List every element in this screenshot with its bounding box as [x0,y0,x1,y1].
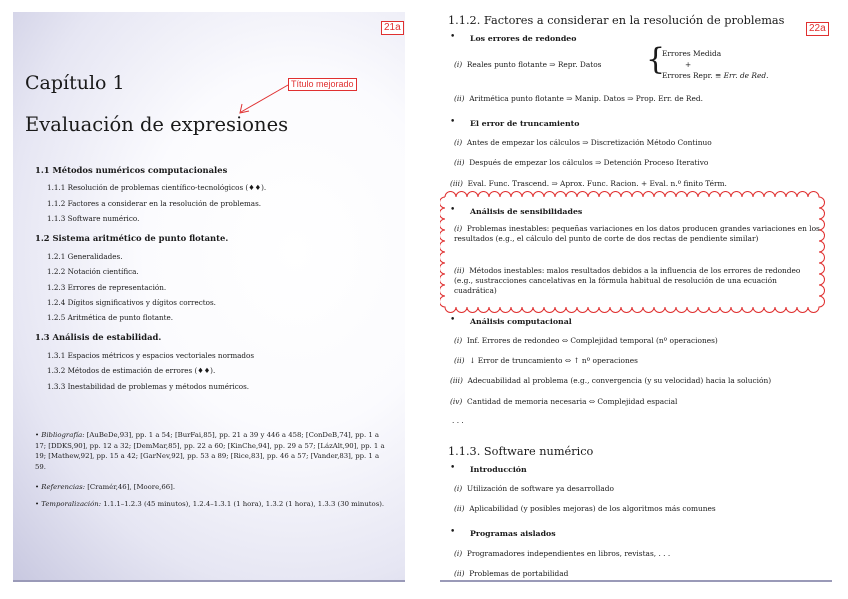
item-text: Después de empezar los cálculos ⇒ Detención Proceso Iterativo [469,158,709,167]
scheduling-bullet [35,499,390,510]
bullet-dot: • [450,315,456,325]
bullet-text: [AuBeDe,93], pp. 1 a 54; [BurFai,85], pp. 21 a 39 y 446 a 458; [ConDeB,74], pp. 1 a 17; [DDKS,90], pp. 12 a 32; [DemMar,85], pp. 22 a 60; [KinChe,94], pp. 29 a 57; [LázAlt,90], pp. 1 a 19; [Mathew,92], pp. 15 a 42; [GarNev,92], pp. 53 a 89; [Rice,83], pp. 46 a 57; [Vander,83], pp. 1 a 59. [35,431,385,471]
subsection-item: 1.1.2 Factores a considerar en la resolución de problemas. [47,199,262,208]
list-item [454,484,614,493]
item-text: Problemas inestables: pequeñas variaciones en los datos producen grandes variaciones en los resultados (e.g., el cálculo del punto de corte de dos rectas de pendiente similar) [454,224,820,243]
bullet-dot: • [450,463,456,473]
bullet-dot: • [35,431,40,439]
brace-symbol: { [646,42,666,77]
list-item [454,94,703,103]
subsection-item: 1.1.3 Software numérico. [47,214,140,223]
section-heading: 1.3 Análisis de estabilidad. [35,332,162,342]
item-text: Aritmética punto flotante ⇒ Manip. Datos ⇒ Prop. Err. de Red. [469,94,703,103]
brace-bottom-text [662,71,768,80]
section-heading: 1.1.3. Software numérico [448,445,594,458]
item-numeral: (iii) [450,179,463,188]
bibliography-bullet [35,430,390,472]
annotation-arrow [233,82,293,118]
section-heading: 1.1 Métodos numéricos computacionales [35,165,228,175]
item-text: Inf. Errores de redondeo ⇔ Complejidad temporal (nº operaciones) [466,336,718,345]
annotation-label: Título mejorado [288,78,357,91]
references-bullet [35,482,390,493]
item-numeral: (i) [454,484,463,493]
topic-heading: Análisis computacional [470,317,572,326]
item-numeral: (iii) [450,376,463,385]
item-text: ↓ Error de truncamiento ⇔ ↑ nº operaciones [469,356,638,365]
subsection-item: 1.2.1 Generalidades. [47,252,123,261]
topic-heading: Los errores de redondeo [470,34,577,43]
topic-heading: Programas aislados [470,529,556,538]
item-numeral: (i) [454,60,463,69]
subsection-item: 1.3.3 Inestabilidad de problemas y métodos numéricos. [47,382,250,391]
item-numeral: (i) [454,138,463,147]
item-text: Problemas de portabilidad [469,569,569,578]
brace-plus: + [685,60,692,69]
chapter-title: Evaluación de expresiones [25,113,289,136]
item-numeral: (ii) [454,569,465,578]
list-item [454,356,638,365]
subsection-item: 1.2.5 Aritmética de punto flotante. [47,313,174,322]
subsection-item: 1.2.2 Notación científica. [47,267,139,276]
chapter-label: Capítulo 1 [25,72,125,94]
list-item [450,397,677,406]
topic-heading: Introducción [470,465,527,474]
item-numeral: (ii) [454,94,465,103]
subsection-item: 1.1.1 Resolución de problemas científico-tecnológicos (♦♦). [47,183,267,192]
ellipsis: · · · [452,418,464,427]
page-number-tag: 21a [381,21,404,35]
item-text: Eval. Func. Trascend. ⇒ Aprox. Func. Racion. + Eval. n.º finito Térm. [467,179,727,188]
list-item [454,336,718,345]
item-numeral: (ii) [454,356,465,365]
brace-bottom-label: Errores Repr. ≡ [662,71,724,80]
item-text: Antes de empezar los cálculos ⇒ Discretización Método Continuo [466,138,712,147]
item-text: Aplicabilidad (y posibles mejoras) de los algoritmos más comunes [469,504,716,513]
page-bottom-rule [440,580,832,582]
subsection-item: 1.3.1 Espacios métricos y espacios vectoriales normados [47,351,255,360]
subsection-item: 1.2.4 Dígitos significativos y dígitos correctos. [47,298,216,307]
list-item [450,376,771,385]
list-item [454,569,568,578]
bullet-text: 1.1.1–1.2.3 (45 minutos), 1.2.4–1.3.1 (1 hora), 1.3.2 (1 hora), 1.3.3 (30 minutos). [103,500,385,508]
bullet-dot: • [35,500,40,508]
item-text: Utilización de software ya desarrollado [466,484,614,493]
topic-heading: Análisis de sensibilidades [470,207,583,216]
subsection-item: 1.2.3 Errores de representación. [47,283,167,292]
list-item [454,158,708,167]
item-numeral: (i) [454,224,463,233]
item-numeral: (i) [454,336,463,345]
item-text: Reales punto flotante ⇒ Repr. Datos [466,60,602,69]
right-page [440,12,832,582]
list-item [454,224,820,244]
item-numeral: (ii) [454,158,465,167]
list-item [454,138,712,147]
bullet-dot: • [35,483,40,491]
subsection-item: 1.3.2 Métodos de estimación de errores (♦♦). [47,366,216,375]
bullet-text: [Cramér,46], [Moore,66]. [87,483,176,491]
bullet-label: Bibliografía: [41,431,85,439]
section-heading: 1.2 Sistema aritmético de punto flotante. [35,233,229,243]
topic-heading: El error de truncamiento [470,119,580,128]
list-item [454,549,670,558]
list-item [454,266,820,296]
item-numeral: (ii) [454,266,465,275]
item-text: Programadores independientes en libros, revistas, . . . [466,549,671,558]
item-numeral: (ii) [454,504,465,513]
page-bottom-rule [13,580,405,582]
bullet-dot: • [450,32,456,42]
bullet-label: Referencias: [41,483,86,491]
page-number-tag: 22a [806,22,829,36]
list-item [454,60,601,69]
bullet-dot: • [450,205,456,215]
item-text: Métodos inestables: malos resultados debidos a la influencia de los errores de redondeo (e.g., sustracciones cancelativas en la fórmula habitual de resolución de una ecuación cuadrática) [454,266,801,295]
item-text: Cantidad de memoria necesaria ⇔ Complejidad espacial [467,397,678,406]
item-numeral: (iv) [450,397,463,406]
item-numeral: (i) [454,549,463,558]
brace-top-text: Errores Medida [662,49,722,58]
section-heading: 1.1.2. Factores a considerar en la resolución de problemas [448,14,785,27]
brace-bottom-emph: Err. de Red. [723,71,769,80]
bullet-dot: • [450,527,456,537]
left-page [13,12,405,582]
list-item [450,179,727,188]
bullet-dot: • [450,117,456,127]
list-item [454,504,716,513]
item-text: Adecuabilidad al problema (e.g., convergencia (y su velocidad) hacia la solución) [467,376,772,385]
bullet-label: Temporalización: [41,500,102,508]
